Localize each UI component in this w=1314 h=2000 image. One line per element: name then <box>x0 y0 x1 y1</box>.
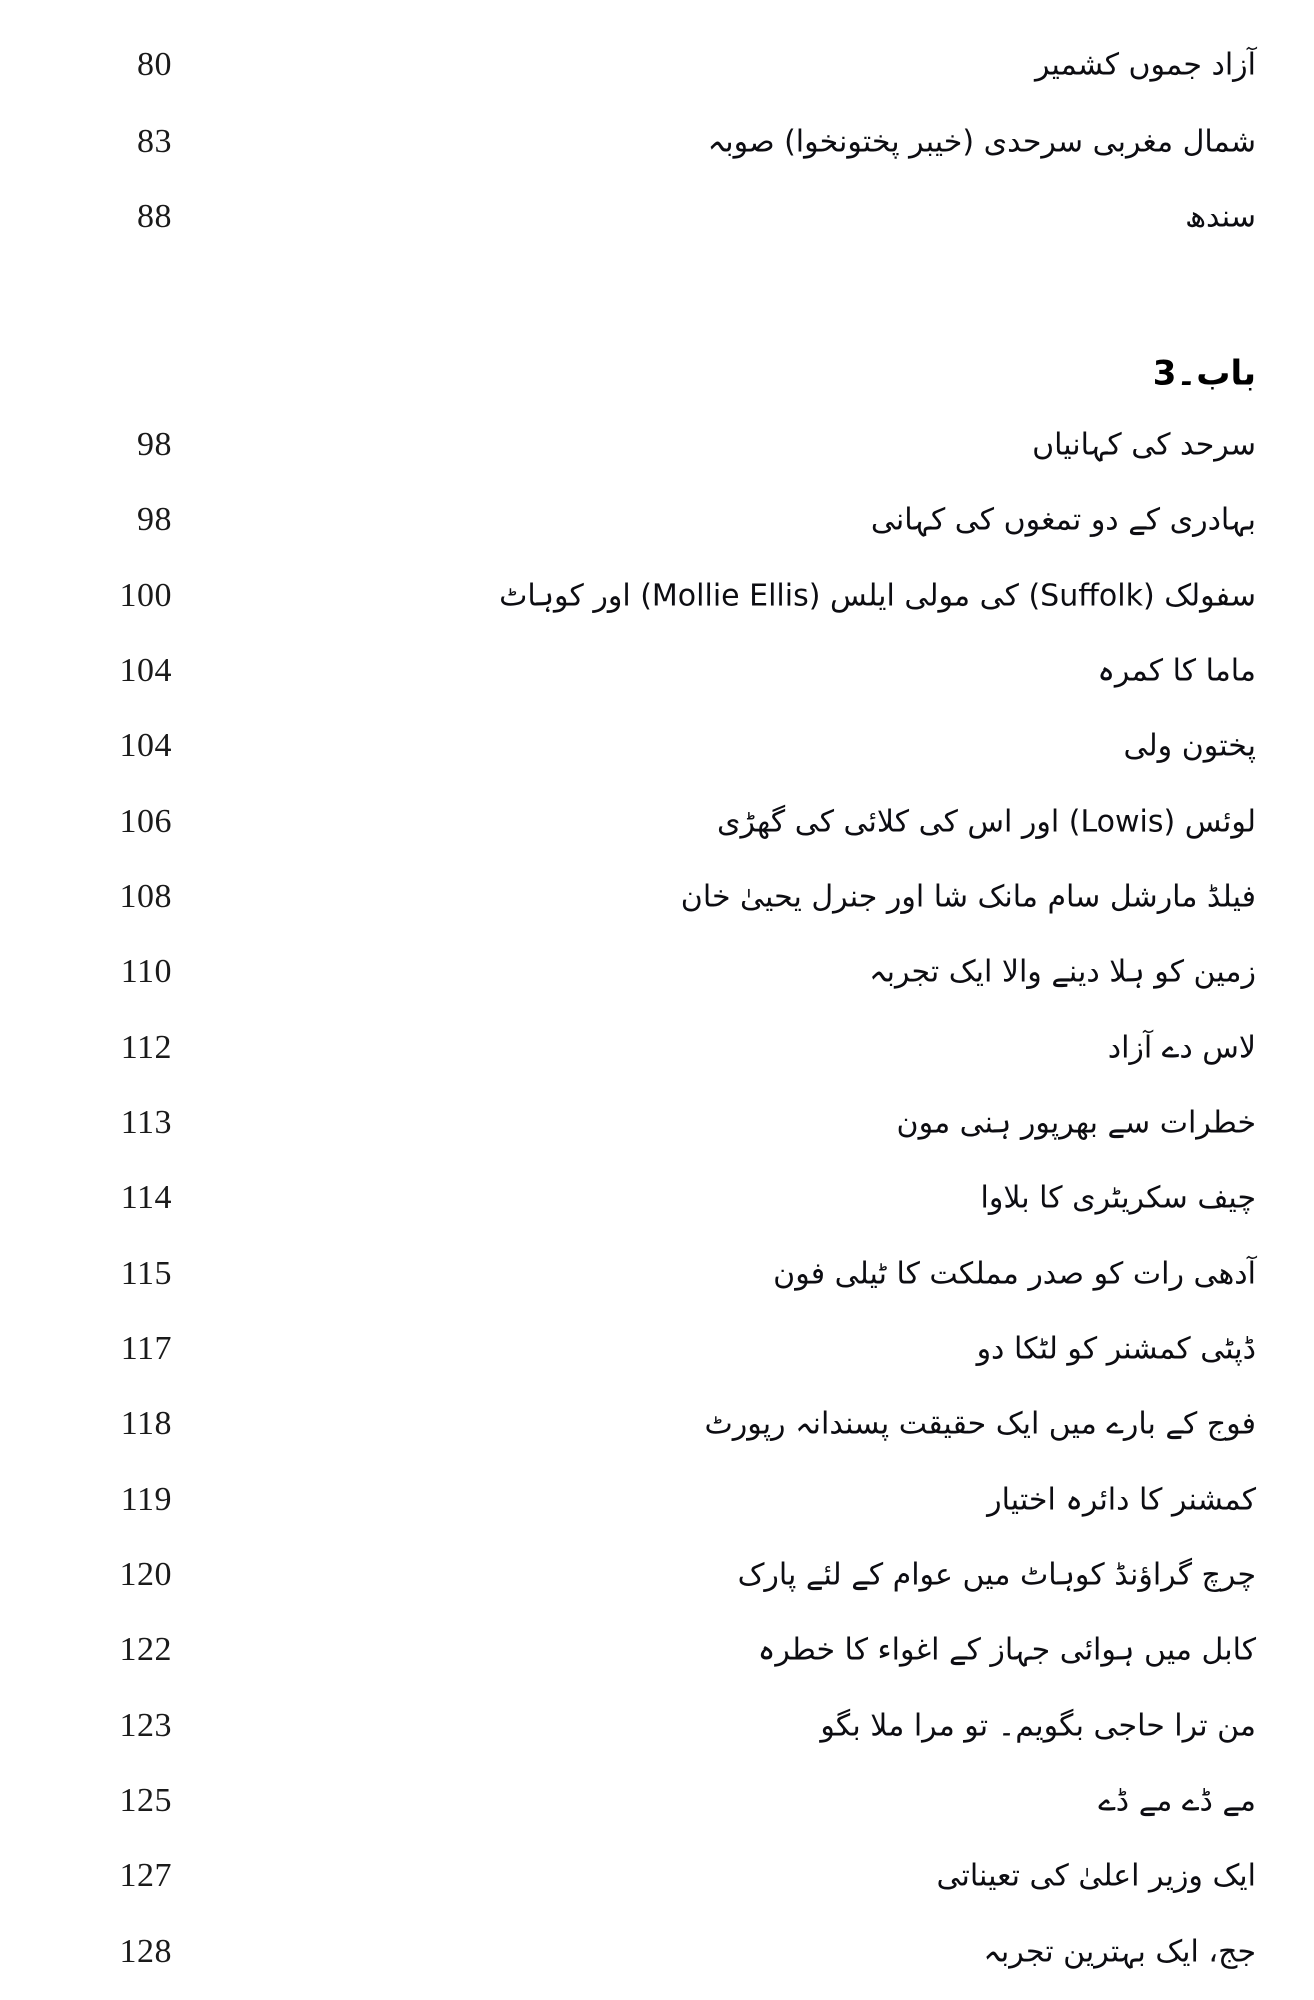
chapter-heading: باب۔3 <box>1152 353 1256 394</box>
toc-entry-title: سندھ <box>1185 199 1256 235</box>
toc-page-number: 110 <box>120 953 172 990</box>
toc-page-number: 128 <box>119 1933 172 1970</box>
toc-page-number: 125 <box>119 1782 172 1819</box>
toc-entry-title: لاس دے آزاد <box>1107 1030 1256 1066</box>
toc-entry-title: کابل میں ہوائی جہاز کے اغواء کا خطرہ <box>757 1632 1256 1668</box>
toc-entry-title: پختون ولی <box>1123 728 1256 764</box>
toc-entry-title: ایک وزیر اعلیٰ کی تعیناتی <box>936 1858 1256 1894</box>
toc-entry-title: زمین کو ہلا دینے والا ایک تجربہ <box>869 954 1256 990</box>
toc-entry-title: سرحد کی کہانیاں <box>1032 427 1256 463</box>
toc-page-number: 104 <box>119 652 172 689</box>
toc-page-number: 119 <box>120 1481 172 1518</box>
toc-entry-title: لوئس (Lowis) اور اس کی کلائی کی گھڑی <box>717 804 1256 840</box>
toc-entry-title: بہادری کے دو تمغوں کی کہانی <box>870 502 1256 538</box>
toc-entry-title: کمشنر کا دائرہ اختیار <box>987 1482 1256 1518</box>
toc-page-number: 115 <box>120 1255 172 1292</box>
toc-page-number: 100 <box>119 577 172 614</box>
toc-entry-title: فیلڈ مارشل سام مانک شا اور جنرل یحییٰ خان <box>680 879 1256 915</box>
toc-page-number: 123 <box>119 1707 172 1744</box>
toc-page-number: 104 <box>119 727 172 764</box>
toc-entry-title: من ترا حاجی بگویم۔ تو مرا ملا بگو <box>820 1708 1256 1744</box>
toc-page-number: 122 <box>119 1631 172 1668</box>
toc-page-number: 83 <box>137 123 172 160</box>
toc-page-number: 127 <box>119 1857 172 1894</box>
toc-entry-title: خطرات سے بھرپور ہنی مون <box>896 1105 1256 1141</box>
toc-entry-title: ماما کا کمرہ <box>1097 653 1256 689</box>
toc-entry-title: مے ڈے مے ڈے <box>1098 1783 1256 1819</box>
toc-page-number: 106 <box>119 803 172 840</box>
toc-entry-title: شمال مغربی سرحدی (خیبر پختونخوا) صوبہ <box>707 124 1256 160</box>
toc-entry-title: ڈپٹی کمشنر کو لٹکا دو <box>976 1331 1256 1367</box>
toc-page-number: 114 <box>120 1179 172 1216</box>
toc-page-number: 108 <box>119 878 172 915</box>
toc-page-number: 112 <box>120 1029 172 1066</box>
toc-page-number: 120 <box>119 1556 172 1593</box>
toc-page-number: 117 <box>120 1330 172 1367</box>
toc-entry-title: چرچ گراؤنڈ کوہاٹ میں عوام کے لئے پارک <box>737 1557 1256 1593</box>
toc-entry-title: چیف سکریٹری کا بلاوا <box>980 1180 1256 1216</box>
toc-page-number: 98 <box>137 426 172 463</box>
toc-entry-title: فوج کے بارے میں ایک حقیقت پسندانہ رپورٹ <box>704 1406 1256 1442</box>
toc-entry-title: آزاد جموں کشمیر <box>1034 47 1256 83</box>
toc-entry-title: آدھی رات کو صدر مملکت کا ٹیلی فون <box>773 1256 1256 1292</box>
toc-entry-title: سفولک (Suffolk) کی مولی ایلس (Mollie Ellis) اور کوہاٹ <box>499 578 1256 614</box>
toc-entry-title: جج، ایک بہترین تجربہ <box>983 1934 1256 1970</box>
toc-page-number: 88 <box>137 198 172 235</box>
toc-page-number: 98 <box>137 501 172 538</box>
toc-page-number: 113 <box>120 1104 172 1141</box>
toc-page-number: 118 <box>120 1405 172 1442</box>
toc-page-number: 80 <box>137 46 172 83</box>
